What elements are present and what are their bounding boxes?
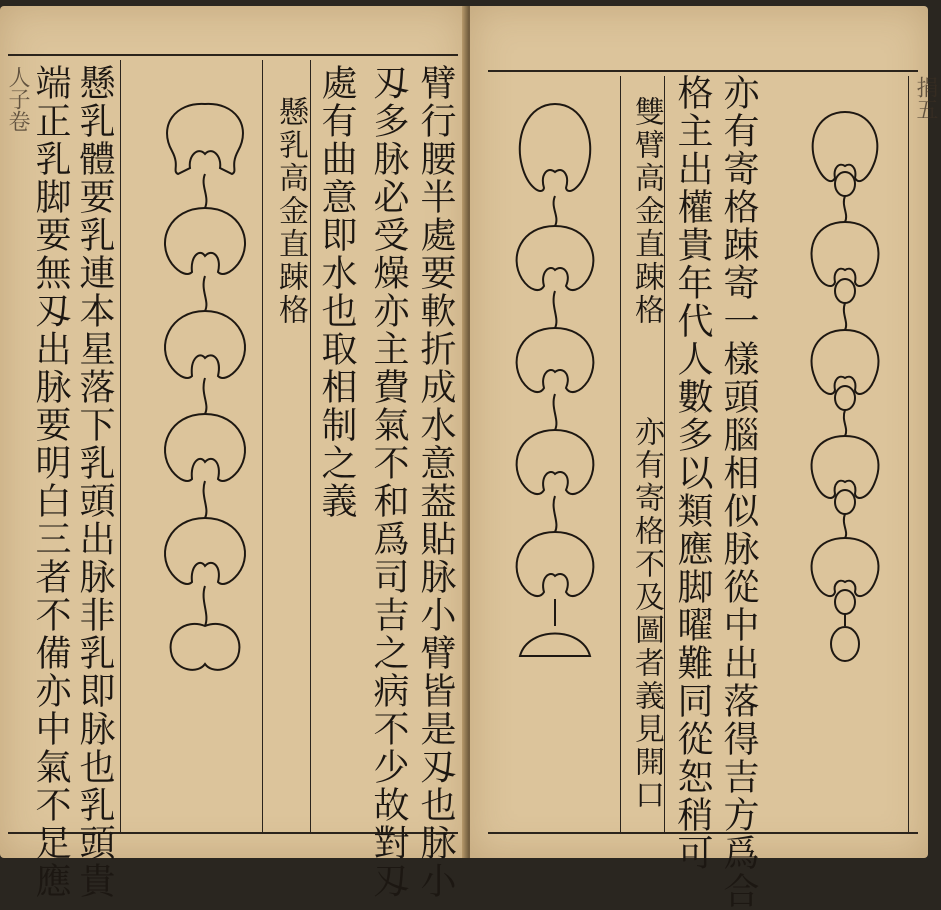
top-border: [8, 54, 458, 56]
text-column: 端正乳脚要無刄出脉要明白三者不備亦中氣不足應: [30, 64, 71, 900]
margin-fragment: 捐五: [913, 76, 938, 120]
text-column: 臂行腰半處要軟折成水意葢貼脉小臂皆是刄也脉小: [415, 64, 456, 900]
margin-fragment: 人子卷: [5, 66, 30, 132]
text-column: 懸乳體要乳連本星落下乳頭出脉非乳即脉也乳頭貴: [74, 64, 115, 900]
figure-note: 亦有寄格不及圖者義見開口: [629, 416, 664, 812]
mountain-form-figure: [150, 96, 260, 696]
column-divider: [310, 60, 311, 832]
text-column: 處有曲意即水也取相制之義: [316, 64, 357, 520]
top-border: [488, 70, 918, 72]
figure-caption: 雙臂高金直踈格: [629, 96, 664, 327]
left-page: [0, 6, 466, 900]
mountain-form-figure: [795, 106, 895, 666]
text-column: 亦有寄格踈寄一樣頭腦相似脉從中出落得吉方爲合: [718, 74, 759, 910]
column-divider: [620, 76, 621, 832]
column-divider: [120, 60, 121, 832]
text-column: 刄多脉必受燥亦主費氣不和爲司吉之病不少故對刄: [368, 64, 409, 900]
column-divider: [262, 60, 263, 832]
column-divider: [908, 76, 909, 832]
mountain-form-figure: [500, 96, 610, 666]
right-page: [470, 6, 938, 910]
text-column: 格主出權貴年代人數多以類應脚曜難同從恕稍可: [672, 74, 713, 872]
figure-caption: 懸乳高金直踈格: [273, 96, 308, 327]
